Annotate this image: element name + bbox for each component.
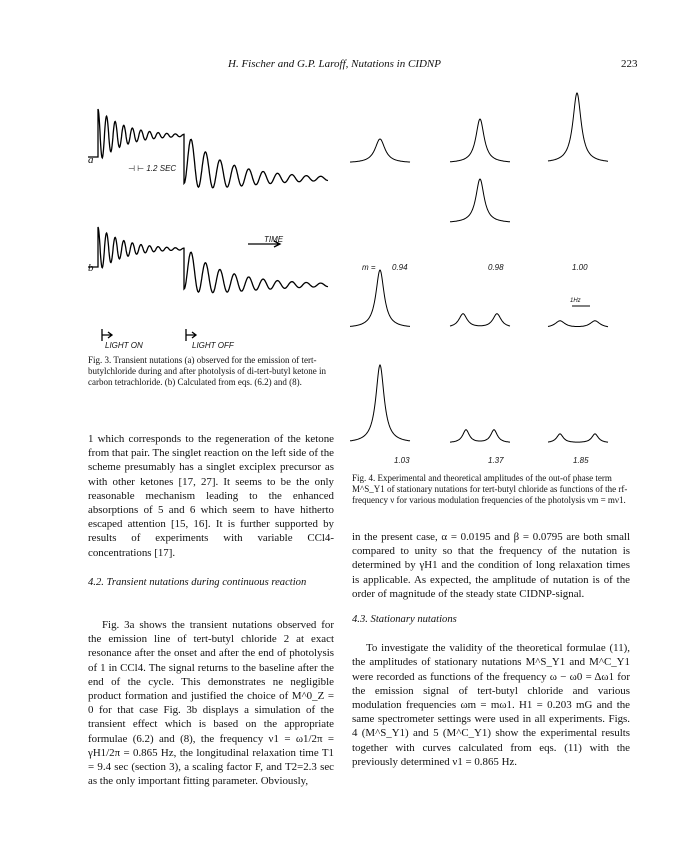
spectrum-mid-2	[450, 314, 510, 326]
fig3-period-label: ⊣ ⊢ 1.2 SEC	[128, 164, 177, 173]
page-number: 223	[621, 58, 638, 70]
spectrum-mid-6	[548, 434, 608, 442]
fig3-label-a: a	[88, 154, 94, 166]
right-para-2: To investigate the validity of the theoretical formulae (11), the amplitudes of stationary nutations M^S_Y1 and M^C_Y1 were recorded as functions of the frequency ω − ω0 = Δω1 for the emission signal of tert-butyl chloride and various modulation frequencies ωm = mω1. H1 = 0.203 mG and the same spectrometer settings were used in all experiments. Figs. 4 (M^S_Y1) and 5 (M^C_Y1) show the experimental results together with curves calculated from eqs. (11) with the previously determined ν1 = 0.865 Hz.	[352, 642, 630, 768]
fig3-traces	[80, 95, 335, 350]
fig4-value-2: 0.98	[488, 263, 504, 272]
fig4-value-3: 1.00	[572, 263, 588, 272]
spectrum-top-3	[548, 93, 608, 161]
fig4-value-5: 1.37	[488, 456, 504, 465]
fig4-caption: Fig. 4. Experimental and theoretical amplitudes of the out-of phase term M^S_Y1 of stationary nutations for tert-butyl chloride as functions of the rf-frequency ν for various modulation frequencies of the photolysis νm = mν1.	[352, 473, 628, 506]
spectrum-top-1	[350, 139, 410, 162]
fig4-value-4: 1.03	[394, 456, 410, 465]
spectrum-top-4	[450, 179, 510, 222]
fig3-trace-a	[88, 109, 328, 188]
fig4-value-6: 1.85	[573, 456, 589, 465]
fig3-light-off-label: LIGHT OFF	[192, 341, 234, 350]
fig3-label-b: b	[88, 262, 94, 274]
left-para-2: Fig. 3a shows the transient nutations observed for the emission line of tert-butyl chloride 2 at exact resonance after the onset and after the end of photolysis of 1 in CCl4. The signal returns to the baseline after the end of the cycle. This demonstrates ne negligible product formation and justified the choice of M^0_Z = 0 for that case Fig. 3b displays a simulation of the transient effect which is based on the appropriate formulae (6.2) and (8), the frequency ν1 = ω1/2π = γH1/2π = 0.865 Hz, the longitudinal relaxation time T1 = 9.4 sec (section 3), a scaling factor F, and T2=2.3 sec as the only important fitting parameter. Obviously,	[88, 619, 334, 788]
light-on-marker	[102, 329, 112, 341]
running-title: H. Fischer and G.P. Laroff, Nutations in CIDNP	[228, 58, 441, 70]
light-off-marker	[186, 329, 196, 341]
right-column	[352, 530, 630, 769]
fig3-light-on-label: LIGHT ON	[105, 341, 143, 350]
spectrum-top-2	[450, 119, 510, 162]
fig3-time-label: TIME	[264, 235, 284, 244]
spectrum-mid-5	[450, 430, 510, 442]
fig3-trace-b	[88, 227, 328, 293]
section-4-2-heading: 4.2. Transient nutations during continuous reaction	[88, 576, 307, 588]
fig4-scale-label: 1Hz	[570, 298, 581, 304]
time-arrow	[248, 241, 280, 247]
left-column	[88, 432, 334, 788]
fig4-spectra	[350, 85, 635, 460]
fig3-caption: Fig. 3. Transient nutations (a) observed for the emission of tert-butylchloride during and after photolysis of di-tert-butyl ketone in carbon tetrachloride. (b) Calculated from eqs. (6.2) and (8).	[88, 355, 326, 388]
fig4-m-label: m =	[362, 263, 376, 272]
spectrum-mid-4	[350, 365, 410, 441]
fig4-value-1: 0.94	[392, 263, 408, 272]
left-para-1: 1 which corresponds to the regeneration of the ketone from that pair. The singlet reaction on the left side of the scheme presumably has a singlet exciplex precursor as with other ketones [17, 27]. It seems to be the only reasonable mechanism leading to the enhanced absorptions of 5 and 6 which seem to have hitherto escaped attention [15, 16]. It is further supported by results of experiments with variable CCl4-concentrations [17].	[88, 433, 334, 559]
spectrum-mid-3	[548, 321, 608, 327]
right-para-1: in the present case, α = 0.0195 and β = 0.0795 are both small compared to unity so that the frequency of the nutation is determined by γH1 and the condition of long relaxation times is applicable. As expected, the amplitude of nutation is of the order of magnitude of the steady state CIDNP-signal.	[352, 531, 630, 600]
section-4-3-heading: 4.3. Stationary nutations	[352, 614, 457, 626]
spectrum-mid-1	[350, 270, 410, 326]
